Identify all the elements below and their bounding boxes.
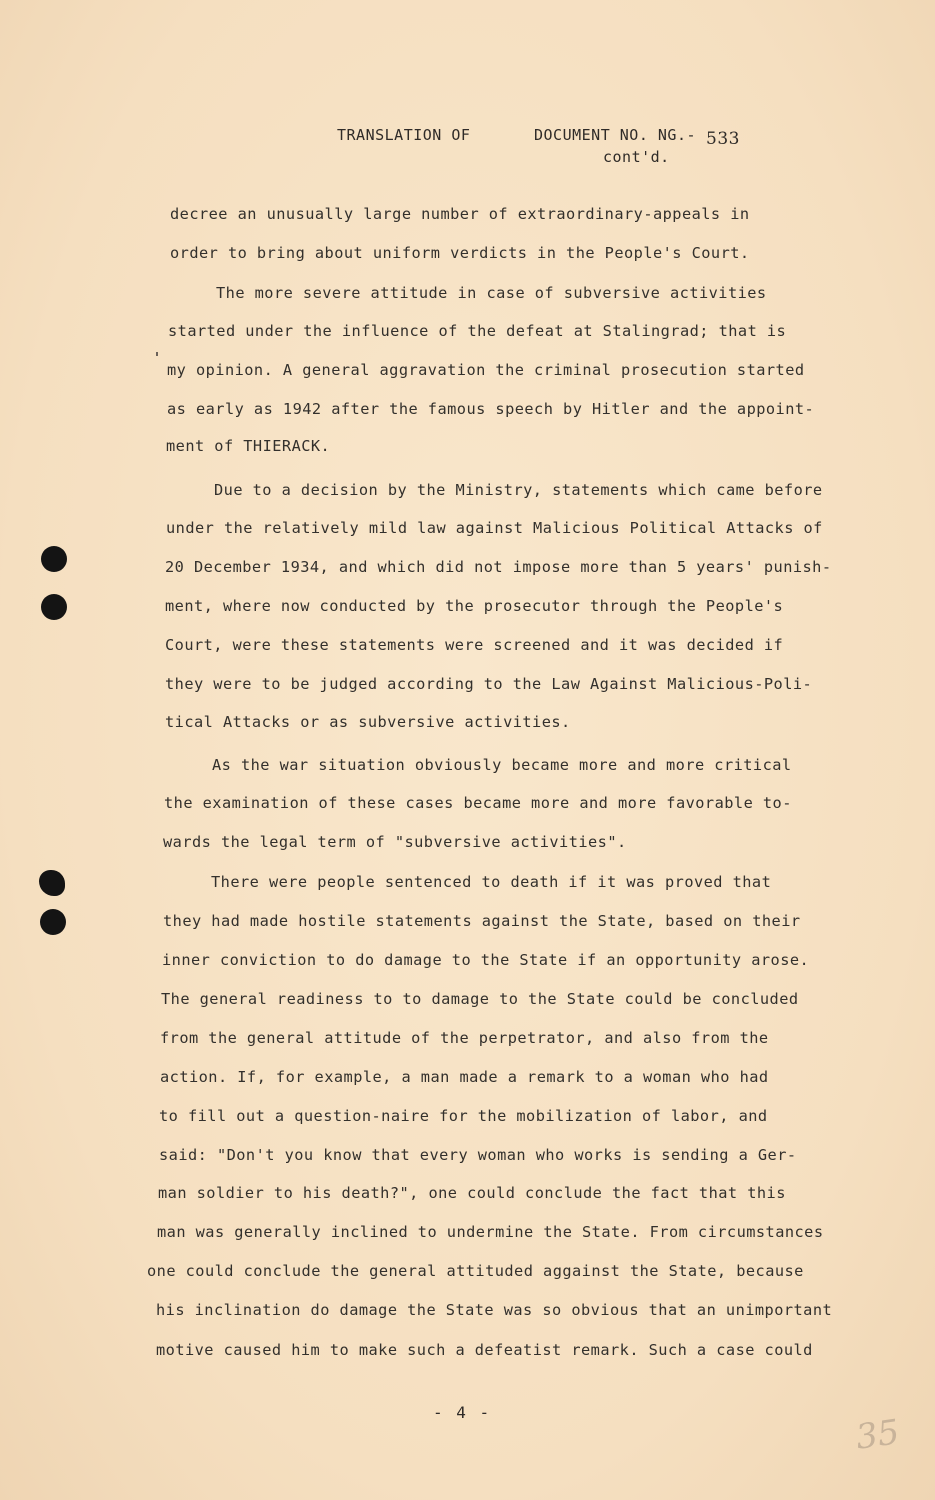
- text-line: As the war situation obviously became more and more critical: [212, 756, 792, 774]
- punch-hole: [40, 909, 66, 935]
- text-line: they had made hostile statements against the State, based on their: [163, 912, 801, 930]
- text-line: tical Attacks or as subversive activities.: [165, 713, 571, 731]
- text-line: order to bring about uniform verdicts in the People's Court.: [170, 244, 750, 262]
- text-line: decree an unusually large number of extraordinary-appeals in: [170, 205, 750, 223]
- text-line: Court, were these statements were screened and it was decided if: [165, 636, 784, 654]
- text-line: action. If, for example, a man made a remark to a woman who had: [160, 1068, 769, 1086]
- text-line: Due to a decision by the Ministry, statements which came before: [214, 481, 823, 499]
- text-line: motive caused him to make such a defeatist remark. Such a case could: [156, 1341, 813, 1359]
- text-line: under the relatively mild law against Malicious Political Attacks of: [166, 519, 823, 537]
- text-line: ment of THIERACK.: [166, 437, 331, 455]
- document-number: 533: [706, 129, 740, 149]
- handwritten-page-number: 35: [853, 1412, 902, 1458]
- punch-hole: [39, 870, 65, 896]
- text-line: his inclination do damage the State was so obvious that an unimportant: [156, 1301, 833, 1319]
- text-line: the examination of these cases became more and more favorable to-: [164, 794, 792, 812]
- translation-heading: TRANSLATION OF: [337, 126, 471, 144]
- text-line: 20 December 1934, and which did not impose more than 5 years' punish-: [165, 558, 832, 576]
- text-line: said: "Don't you know that every woman who works is sending a Ger-: [159, 1146, 797, 1164]
- text-line: wards the legal term of "subversive activities".: [163, 833, 627, 851]
- text-line: from the general attitude of the perpetrator, and also from the: [160, 1029, 769, 1047]
- document-number-label: DOCUMENT NO. NG.-: [534, 126, 697, 144]
- page-number: - 4 -: [433, 1403, 492, 1422]
- text-line: my opinion. A general aggravation the criminal prosecution started: [167, 361, 805, 379]
- text-line: man was generally inclined to undermine the State. From circumstances: [157, 1223, 824, 1241]
- text-line: ment, where now conducted by the prosecutor through the People's: [165, 597, 784, 615]
- text-line: as early as 1942 after the famous speech by Hitler and the appoint-: [167, 400, 815, 418]
- text-line: started under the influence of the defeat at Stalingrad; that is: [168, 322, 787, 340]
- text-line: There were people sentenced to death if it was proved that: [211, 873, 772, 891]
- stray-ink-mark: [156, 352, 158, 356]
- continued-note: cont'd.: [603, 148, 670, 166]
- punch-hole: [41, 546, 67, 572]
- punch-hole: [41, 594, 67, 620]
- text-line: to fill out a question-naire for the mobilization of labor, and: [159, 1107, 768, 1125]
- text-line: The more severe attitude in case of subversive activities: [216, 284, 767, 302]
- text-line: they were to be judged according to the Law Against Malicious-Poli-: [165, 675, 813, 693]
- text-line: one could conclude the general attituded aggainst the State, because: [147, 1262, 804, 1280]
- text-line: man soldier to his death?", one could conclude the fact that this: [158, 1184, 786, 1202]
- text-line: inner conviction to do damage to the State if an opportunity arose.: [162, 951, 810, 969]
- text-line: The general readiness to to damage to the State could be concluded: [161, 990, 799, 1008]
